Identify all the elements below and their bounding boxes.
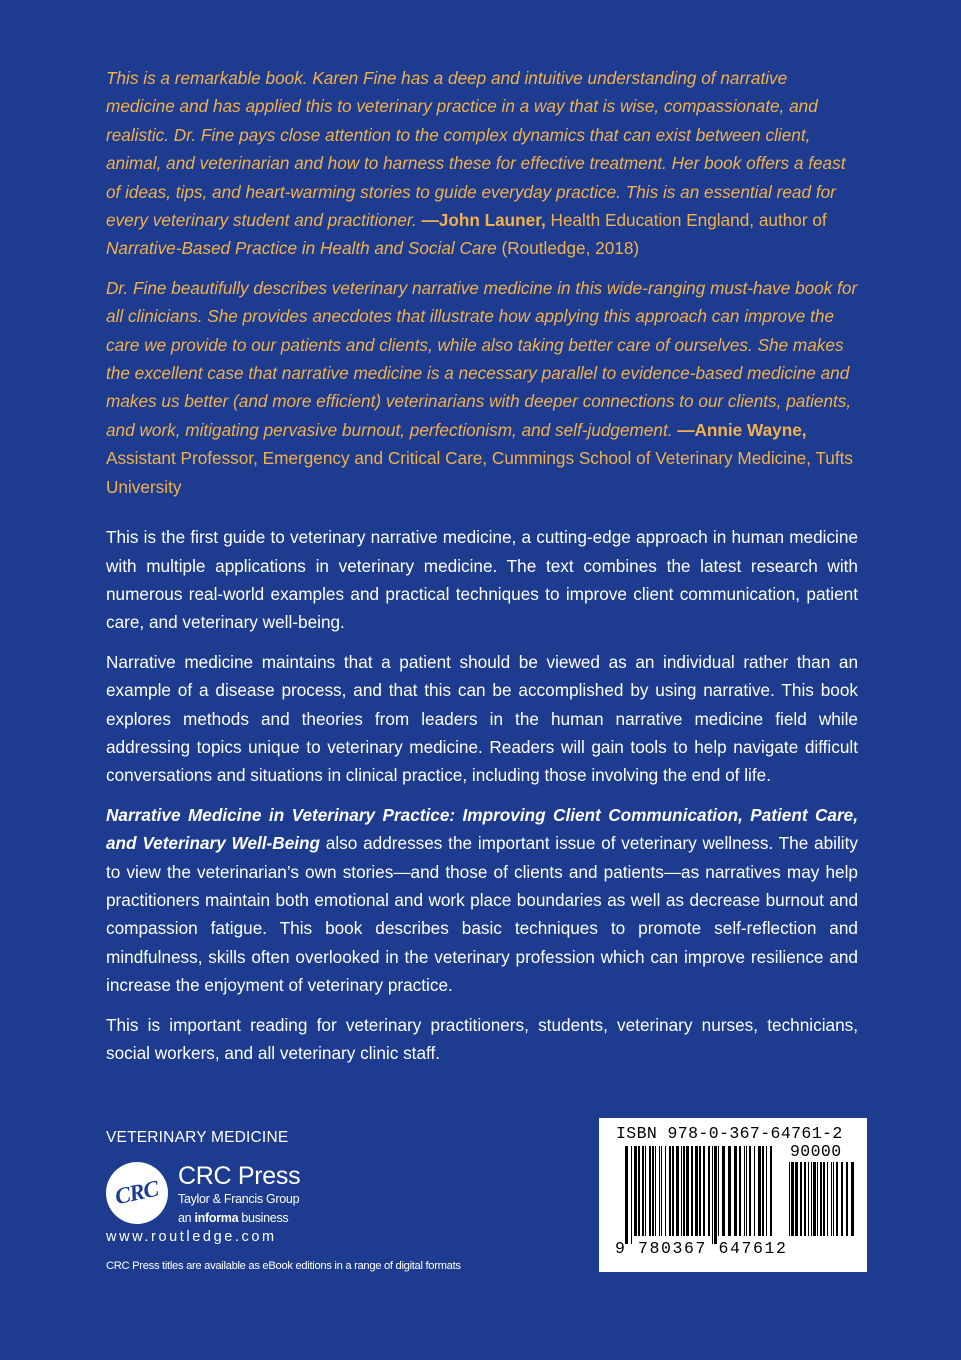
barcode-bar xyxy=(642,1146,644,1236)
ebook-note: CRC Press titles are available as eBook editions in a range of digital formats xyxy=(106,1260,461,1272)
barcode-bar xyxy=(804,1162,806,1236)
barcode-bar xyxy=(669,1146,671,1236)
barcode-bar xyxy=(634,1146,637,1236)
isbn-label: ISBN 978-0-367-64761-2 xyxy=(616,1124,843,1143)
barcode-bar xyxy=(659,1146,660,1236)
attribution-name: Annie Wayne, xyxy=(694,419,807,440)
crc-logo-icon xyxy=(106,1162,168,1224)
publisher-business: an informa business xyxy=(178,1211,289,1225)
endorsement-quote xyxy=(106,64,858,263)
subject-category: VETERINARY MEDICINE xyxy=(106,1129,289,1146)
publisher-website: www.routledge.com xyxy=(106,1229,277,1245)
barcode-bar xyxy=(770,1146,772,1236)
barcode-bar xyxy=(766,1146,767,1236)
barcode-bar xyxy=(800,1162,802,1236)
barcode-bar xyxy=(686,1146,689,1236)
quote-text: This is a remarkable book. Karen Fine has a deep and intuitive understanding of narrative medicine and has applied this to veterinary practice in a way that is wise, compassionate, and realistic. Dr. Fine pays close attention to the complex dynamics that can exist between client, animal, and veterinarian and how to harness these for effective treatment. Her book offers a feast of ideas, tips, and heart-warming stories to guide everyday practice. This is an essential read for every veterinary student and practitioner. xyxy=(106,68,846,231)
barcode-bar xyxy=(665,1146,666,1236)
barcode-bar xyxy=(789,1162,790,1236)
barcode-bar xyxy=(695,1146,698,1236)
barcode-bar xyxy=(672,1146,674,1236)
barcode-bar xyxy=(708,1146,710,1236)
barcode-bar xyxy=(851,1162,854,1236)
barcode-bar xyxy=(754,1146,755,1236)
barcode-bar xyxy=(681,1146,682,1236)
barcode-bar xyxy=(846,1162,848,1236)
barcode-bar xyxy=(625,1146,628,1244)
barcode-bar xyxy=(699,1146,701,1236)
attribution-name: John Launer, xyxy=(438,210,546,231)
publisher-name: CRC Press xyxy=(178,1162,301,1190)
description-paragraph: Narrative medicine maintains that a patient should be viewed as an individual rather than an example of a disease process, and that this can be accomplished by using narrative. This book explores methods and theories from leaders in the human narrative medicine field while addressing topics unique to veterinary medicine. Readers will gain tools to help navigate difficult conversations and situations in clinical practice, including those involving the end of life. xyxy=(106,651,858,786)
barcode-bar xyxy=(831,1162,832,1236)
barcode-bar xyxy=(746,1146,747,1236)
barcode-bar xyxy=(734,1146,737,1236)
barcode-bar xyxy=(823,1162,825,1236)
barcode-bar xyxy=(758,1146,761,1236)
barcode-bar xyxy=(744,1146,745,1236)
publisher-group: Taylor & Francis Group xyxy=(178,1192,300,1206)
barcode-bar xyxy=(739,1146,741,1236)
barcode-bar xyxy=(749,1146,751,1236)
book-title: Narrative Medicine in Veterinary Practice: Improving Client Communication, Patient Care, and Veterinary Well-Being xyxy=(106,804,858,854)
barcode-bar xyxy=(808,1162,809,1236)
barcode-bar xyxy=(813,1162,816,1236)
barcode-bar xyxy=(820,1162,822,1236)
barcode-bar xyxy=(718,1146,719,1236)
description-paragraph: This is important reading for veterinary practitioners, students, veterinary nurses, technicians, social workers, and all veterinary clinic staff. xyxy=(106,1014,858,1063)
isbn-barcode xyxy=(599,1118,867,1272)
price-addon-number: 90000 xyxy=(790,1142,842,1161)
barcode-bar xyxy=(762,1146,764,1236)
attribution-book-title: Narrative-Based Practice in Health and Social Care xyxy=(106,238,497,259)
barcode-bar xyxy=(811,1162,812,1236)
barcode-bar xyxy=(817,1162,818,1236)
barcode-bar xyxy=(652,1146,654,1236)
barcode-bar xyxy=(833,1162,834,1236)
attribution-dash: — xyxy=(421,210,439,231)
barcode-bar xyxy=(714,1146,717,1244)
barcode-bar xyxy=(827,1162,828,1236)
barcode-bar xyxy=(649,1146,651,1236)
barcode-bar xyxy=(683,1146,685,1236)
barcode-bar xyxy=(655,1146,656,1236)
barcode-bar xyxy=(791,1162,794,1236)
logo-text: CRC xyxy=(113,1175,161,1210)
barcode-bar xyxy=(722,1146,725,1236)
endorsement-quote xyxy=(106,274,858,501)
description-paragraph xyxy=(106,801,858,1000)
barcode-bar xyxy=(676,1146,679,1236)
barcode-bar xyxy=(631,1146,632,1244)
cover-text xyxy=(106,64,858,1067)
paragraph-text: also addresses the important issue of veterinary wellness. The ability to view the veterinarian’s own stories—and those of clients and patients—as narratives may help practitioners maintain both emotional and work place boundaries as well as decrease burnout and compassion fatigue. This book describes basic techniques to promote self-reflection and mindfulness, skills often overlooked in the veterinary profession which can improve resilience and increase the enjoyment of veterinary practice. xyxy=(106,833,858,996)
barcode-bar xyxy=(841,1162,843,1236)
attribution-affiliation: Health Education England, author of xyxy=(545,210,827,231)
barcode-bar xyxy=(645,1146,646,1236)
barcode-bar xyxy=(703,1146,705,1236)
barcode-bar xyxy=(728,1146,731,1236)
attribution-affiliation: Assistant Professor, Emergency and Critical Care, Cummings School of Veterinary Medicine, Tufts University xyxy=(106,448,854,497)
description-paragraph: This is the first guide to veterinary narrative medicine, a cutting-edge approach in human medicine with multiple applications in veterinary medicine. The text combines the latest research with numerous real-world examples and practical techniques to improve client communication, patient care, and veterinary well-being. xyxy=(106,527,858,633)
barcode-bar xyxy=(712,1146,713,1244)
attribution-dash: — xyxy=(677,419,695,440)
barcode-bar xyxy=(836,1162,838,1236)
barcode-bar xyxy=(691,1146,693,1236)
barcode-bar xyxy=(638,1146,640,1236)
barcode-bar xyxy=(795,1162,798,1236)
ean-number: 9 780367 647612 xyxy=(615,1239,788,1258)
attribution-publisher: (Routledge, 2018) xyxy=(496,238,640,259)
quote-text: Dr. Fine beautifully describes veterinary narrative medicine in this wide-ranging must-have book for all clinicians. She provides anecdotes that illustrate how applying this approach can improve the care we provide to our patients and clients, while also taking better care of ourselves. She makes the excellent case that narrative medicine is a necessary parallel to evidence-based medicine and makes us better (and more efficient) veterinarians with deeper connections to our clients, patients, and work, mitigating pervasive burnout, perfectionism, and self-judgement. xyxy=(106,277,858,440)
barcode-bar xyxy=(661,1146,662,1236)
